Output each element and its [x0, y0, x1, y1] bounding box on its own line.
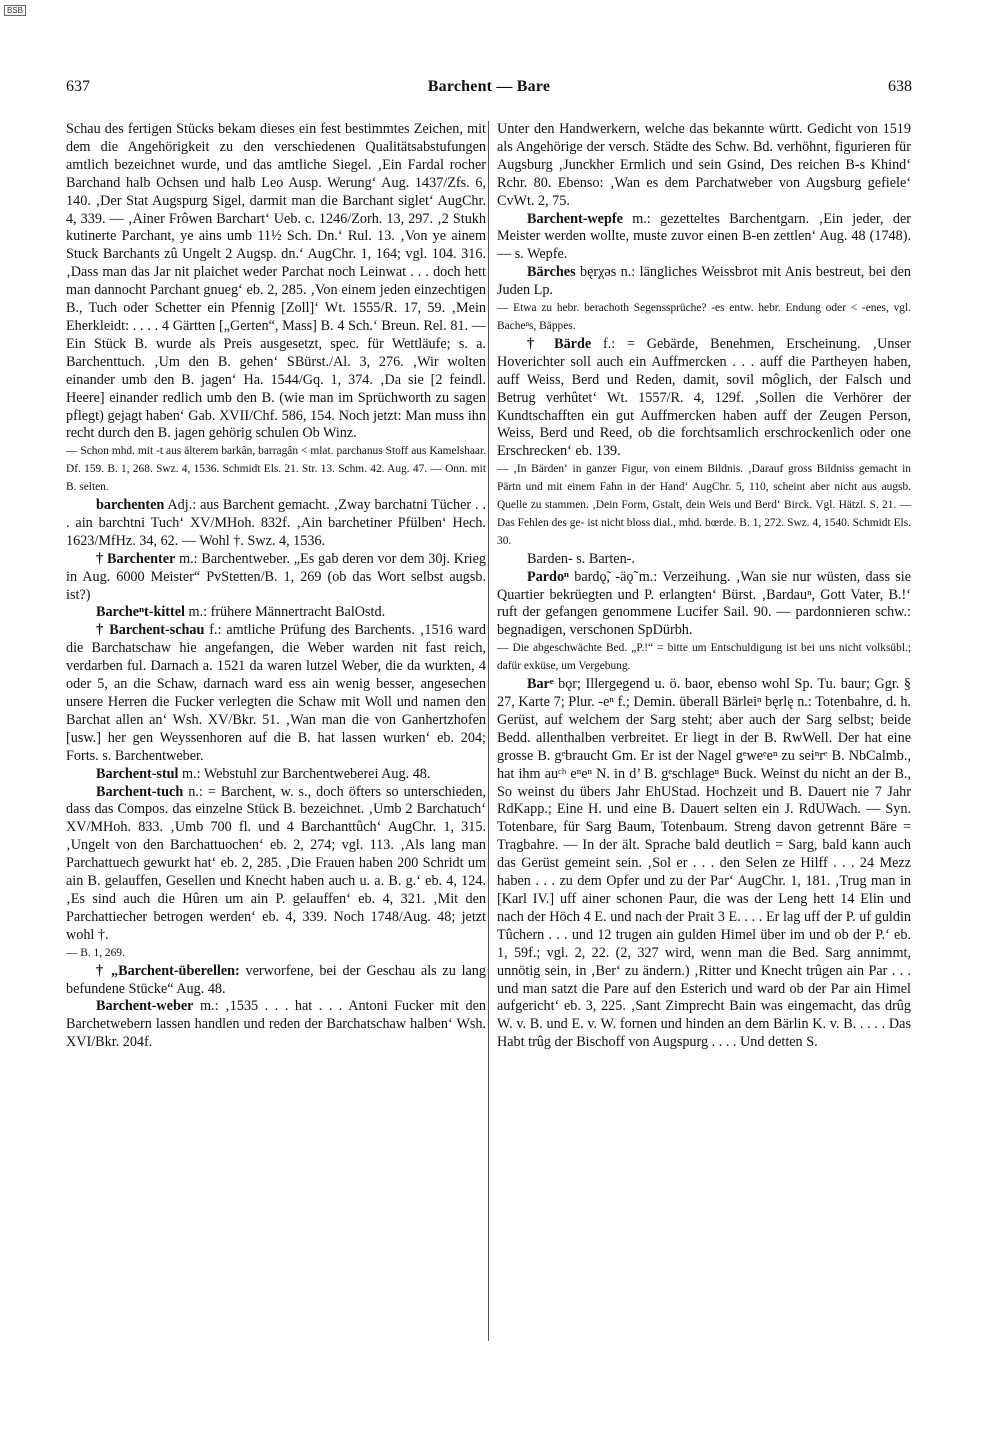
dictionary-entry — [66, 963, 486, 999]
headword: Barcheⁿt-kittel — [96, 604, 185, 621]
dictionary-entry — [66, 766, 486, 784]
headword: Barchent-weber — [96, 998, 194, 1015]
headword: Pardoⁿ — [527, 568, 569, 585]
entry-text: Adj.: aus Barchent gemacht. ‚Zway barchatni Tücher . . . ain barchtni Tuch‘ XV/MHoh. 832f. ‚Ain barchetiner Pfülben‘ Hech. 1623/MfHz. 34, 62. — Wohl †. Swz. 4, 1536. — [66, 497, 486, 549]
etymology-note: — ‚In Bärden‘ in ganzer Figur, von einem Bildnis. ‚Darauf gross Bildniss gemacht in Pärtn und mit einem Fahn in der Hand‘ AugChr. 5, 110, scheint aber nicht aus augsb. Quelle zu stammen. ‚Dein Form, Gstalt, dein Weis und Berd‘ Birck. Vgl. Hätzl. S. 21. — Das Fehlen des ge- ist nicht bloss dial., mhd. bœrde. B. 1, 272. Swz. 4, 1540. Schmidt Els. 30. — [497, 463, 911, 547]
headword: Barᵉ — [527, 676, 554, 693]
dictionary-entry — [66, 497, 486, 551]
left-column — [66, 121, 486, 1052]
headword: Barchent-wepfe — [527, 210, 623, 227]
dictionary-entry — [66, 622, 486, 765]
dictionary-entry — [497, 264, 911, 300]
entry-text: m.: gezetteltes Barchentgarn. ‚Ein jeder, der Meister werden wollte, muste zuvor einen B-en zettlen‘ Aug. 48 (1748). — s. Wepfe. — [497, 210, 911, 263]
continued-text: Unter den Handwerkern, welche das bekannte württ. Gedicht von 1519 als Angehörige der versch. Städte des Schw. Bd. verhöhnt, figurieren für Augsburg ‚Junckher Ermlich und sein Gsind, Des reichen B-s Khind‘ Rchr. 80. Ebenso: ‚Wan es dem Parchatweber von Augsburg gefiele‘ CvWt. 2, 75. — [497, 121, 911, 209]
dictionary-entry — [497, 551, 911, 569]
entry-text: m.: frühere Männertracht BalOstd. — [184, 604, 386, 621]
dictionary-entry — [497, 676, 911, 1052]
etymology-note: — Schon mhd. mit -t aus älterem barkân, barragân < mlat. parchanus Stoff aus Kamelshaar. Df. 159. B. 1, 268. Swz. 4, 1536. Schmidt Els. 21. Str. 13. Schm. 42. Aug. 47. — Onn. mit B. selten. — [66, 445, 486, 494]
page-number-right: 638 — [888, 78, 912, 95]
page-number-left: 637 — [66, 78, 90, 95]
dictionary-entry — [497, 211, 911, 265]
entry-text: bęrχəs n.: längliches Weissbrot mit Anis bestreut, bei den Juden Lp. — [497, 264, 911, 299]
headword: Barchent-stul — [96, 765, 179, 782]
column-divider — [488, 121, 489, 1341]
entry-text: bǫr; Illergegend u. ö. baor, ebenso wohl Sp. Tu. baur; Ggr. § 27, Karte 7; Plur. -eⁿ f.; Demin. überall Bärleiⁿ bęrlę n.: Totenbahre, d. h. Gerüst, auf welchem der Sarg steht; aber auch der Sarg selbst; beide Bedd. allenthalben verbreitet. Er liegt in der B. RwWell. Der hat eine grosse B. gᵉbraucht Gm. Er ist der Nagel gᵉweᵉeⁿ zu seiⁿrᵉ B. NbCalmb., hat ihm auᶜʰ eⁿeⁿ N. in d’ B. gᵉschlageⁿ Buck. Weinst du nicht an der B., So weinst du übers Jahr EhUStad. Hochzeit und B. Dauert nie 7 Jahr RdKapp.; Eine H. und eine B. Dauert selten ein J. RdUWach. — Syn. Totenbare, für Sarg Baum, Totenbaum. Streng davon getrennt Bäre = Tragbahre. — In der ält. Sprache bald deutlich = Sarg, bald kann auch das Gerüst gemeint sein. ‚Sol er . . . den Selen ze Hilff . . . 24 Mezz haben . . . zu dem Opfer und zu der Par‘ AugChr. 1, 181. ‚Trug man in [Karl IV.] uff ainer schonen Paur, die was der Leng hett 14 Elin und nach der Höch 4 E. und nach der Prait 3 E. . . . Er lag uff der P. uf guldin Tûchern . . . und 12 trugen ain gulden Himel über im und ob der P.‘ eb. 1, 59f.; vgl. 2, 22. (2, 327 wird, wenn man die Bed. Sarg annimmt, unnötig sein, in ‚Ber‘ zu ändern.) ‚Ritter und Knecht trûgen ain Par . . . und man satzt die Pare auf den Esterich und ward ob der Par ain Himel aufgericht‘ eb. 3, 225. ‚Sant Zimprecht Bain was eingemacht, das drûg W. v. B. und E. v. W. fornen und hinden an dem Bärlin K. v. B. . . . . Das Habt trûg der Bischoff von Augspurg . . . . Und detten S. — [497, 676, 911, 1051]
headword: Barchent-tuch — [96, 783, 184, 800]
headword: Bärches — [527, 264, 576, 281]
entry-text: f.: = Gebärde, Benehmen, Erscheinung. ‚Unser Hoverichter soll auch ein Auffmercken . . . auff die Partheyen haben, auff Weiss, Berd und Reden, damit, sovil môglich, der Falsch und Betrug verhûtet‘ Wt. 1557/R. 4, 129f. ‚Sollen die Verhörer der Kundtschafften ein gut Auffmercken haben auff der Zeugen Person, Weiss, Berd und Reed, ob die forchtsamlich erschrockenlich oder one Erschrecken‘ eb. 139. — [497, 335, 911, 460]
entry-text: m.: Webstuhl zur Barchentweberei Aug. 48. — [178, 765, 431, 782]
page-header — [66, 78, 912, 98]
entry-text: Barden- s. Barten-. — [527, 550, 635, 567]
headword: † Barchenter — [96, 550, 176, 567]
dictionary-entry — [66, 998, 486, 1052]
right-column — [497, 121, 911, 1052]
headword: † „Barchent-überellen: — [96, 962, 240, 979]
dictionary-entry — [497, 569, 911, 641]
library-stamp: BSB — [4, 5, 26, 16]
dictionary-entry — [66, 551, 486, 605]
headword: † Barchent-schau — [96, 622, 205, 639]
headword: † Bärde — [527, 335, 592, 352]
dictionary-entry — [66, 604, 486, 622]
dictionary-entry — [497, 336, 911, 461]
etymology-note: — B. 1, 269. — [66, 946, 125, 959]
entry-text: n.: = Barchent, w. s., doch öfters so unterschieden, dass das Compos. das einzelne Stück B. bezeichnet. ‚Umb 2 Barchatuch‘ XV/MHoh. 833. ‚Umb 700 fl. und 4 Barchanttûch‘ AugChr. 1, 315. ‚Ungelt von den Barchattuochen‘ eb. 2, 274; vgl. 113. ‚Als lang man Parchattuech gewurkt hat‘ eb. 2, 285. ‚Die Frauen haben 200 Schridt um ain B. gelauffen, Gesellen und Knecht haben auch u. a. B. g.‘ eb. 4, 124. ‚Es sind auch die Hûren um ain P. gelauffen‘ eb. 4, 321. ‚Mit den Parchattiecher betrogen werden‘ eb. 4, 339. Noch 1748/Aug. 48; jetzt wohl †. — [66, 783, 486, 943]
continued-text: Schau des fertigen Stücks bekam dieses ein fest bestimmtes Zeichen, mit dem die Angehörigkeit zu den verschiedenen Qualitätsabstufungen amtlich bezeichnet wurde, und das amtliche Siegel. ‚Ein Fardal rocher Barchand halb Ochsen und halb Leo Ausp. Werung‘ Aug. 1437/Zfs. 6, 140. ‚Der Stat Augspurg Sigel, darmit man die Barchant siglet‘ AugChr. 4, 339. — ‚Ainer Frôwen Barchart‘ Ueb. c. 1246/Zorh. 13, 297. ‚2 Stukh kutinerte Parchant, ye ains umb 11½ Sch. Dn.‘ Rul. 13. ‚Von ye ainem Stuck Barchants zû Ungelt 2 Augsp. dn.‘ AugChr. 1, 164; vgl. 104. 316. ‚Dass man das Jar nit plaichet weder Parchat noch Leinwat . . . doch hett man dannocht Parchant gnueg‘ eb. 2, 285. ‚Von einem jeden einzechtigen B., Tuch oder Schetter ein Pfennig [Zoll]‘ Wt. 1555/R. 17, 59. ‚Mein Eherkleidt: . . . . 4 Gärtten [„Gerten“, Mass] B. 4 Sch.‘ Breun. Rel. 81. — Ein Stück B. wurde als Preis ausgesetzt, spec. für Wettläufe; s. a. Barchenttuch. ‚Um den B. gehen‘ SBürst./Al. 3, 276. ‚Wir wolten einander umb den B. jagen‘ Ha. 1544/Gq. 1, 374. ‚Da sie [2 feindl. Heere] einander redlich umb den B. (wie man im Sprüchworth zu sagen pflegt) gejagt haben‘ Gab. XVII/Chf. 586, 154. Noch jetzt: Man muss ihn recht durch den B. jagen gehörig schulen Ob Winz. — [66, 121, 486, 442]
entry-text: m.: ‚1535 . . . hat . . . Antoni Fucker mit den Barchetwebern lassen handlen und reden der Barchatschaw halben‘ Wsh. XVI/Bkr. 204f. — [66, 998, 486, 1051]
dictionary-entry — [66, 784, 486, 945]
entry-text: f.: amtliche Prüfung des Barchents. ‚1516 ward die Barchatschaw hie angefangen, die Weber warden nit fast reich, verdarben ful. Darnach a. 1521 da waren lutzel Weber, die da wurkten, 4 oder 5, an die Schaw, darnach ward ess ain wenig besser, angesechen unsere Herren die Fucker verlegten die Schaw mit Woll und namen den Barchat allen an‘ Wsh. XV/Bkr. 51. ‚Wan man die von Ganhertzhofen [usw.] her gen Weyssenhoren auf die B. hat lassen wurken‘ eb. 204; Forts. s. Barchentweber. — [66, 622, 486, 764]
headword: barchenten — [96, 497, 165, 514]
running-title: Barchent — Bare — [427, 78, 551, 95]
entry-text: verworfene, bei der Geschau als zu lang befundene Stücke“ Aug. 48. — [66, 962, 486, 997]
entry-text: m.: Barchentweber. „Es gab deren vor dem 30j. Krieg in Aug. 6000 Meister“ PvStetten/B. 1, 269 (ob das Wort selbst augsb. ist?) — [66, 550, 487, 603]
etymology-note: — Die abgeschwächte Bed. „P.!“ = bitte um Entschuldigung ist bei uns nicht volksübl.; dafür exküse, um Vergebung. — [497, 642, 911, 673]
entry-text: bardǫ̃, -äǫ̃ m.: Verzeihung. ‚Wan sie nur wüsten, dass sie Quartier bekrüegten und P. erlangten‘ Bürst. ‚Bardauⁿ, Gott Vater, B.!‘ ruft der gefangen genommene Lucifer Sail. 90. — pardonnieren schw.: begnadigen, verschonen SpDürbh. — [497, 568, 911, 639]
etymology-note: — Etwa zu hebr. berachoth Segenssprüche? -es entw. hebr. Endung oder < -enes, vgl. Bacheⁿs, Bäppes. — [497, 302, 911, 332]
